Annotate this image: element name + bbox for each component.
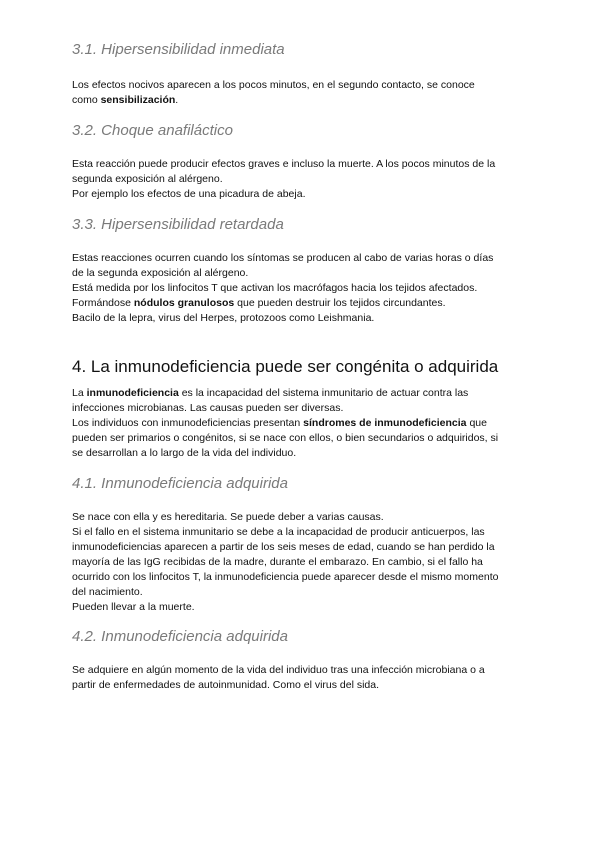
text-line: Por ejemplo los efectos de una picadura de abeja.	[72, 188, 306, 200]
paragraph-4	[72, 386, 542, 461]
text-line: Estas reacciones ocurren cuando los síntomas se producen al cabo de varias horas o días	[72, 252, 494, 264]
text-line: Se adquiere en algún momento de la vida del individuo tras una infección microbiana o a	[72, 664, 485, 676]
text-span: Los individuos con inmunodeficiencias presentan	[72, 417, 304, 429]
text-line: inmunodeficiencias aparecen a partir de los seis meses de edad, cuando se han perdido la	[72, 541, 495, 553]
text-line: Se nace con ella y es hereditaria. Se puede deber a varias causas.	[72, 511, 384, 523]
heading-4-1: 4.1. Inmunodeficiencia adquirida	[72, 475, 288, 492]
paragraph-3-1	[72, 78, 542, 108]
text-line	[72, 386, 542, 401]
heading-4-2: 4.2. Inmunodeficiencia adquirida	[72, 628, 288, 645]
text-span: como	[72, 94, 101, 106]
bold-term-sensibilizacion: sensibilización	[100, 94, 176, 106]
paragraph-4-2	[72, 663, 542, 693]
text-span: que	[466, 417, 487, 429]
text-line: pueden ser primarios o congénitos, si se nace con ellos, o bien secundarios o adquiridos, si	[72, 432, 499, 444]
heading-3-1: 3.1. Hipersensibilidad inmediata	[72, 41, 285, 58]
text-line: Bacilo de la lepra, virus del Herpes, protozoos como Leishmania.	[72, 312, 375, 324]
text-line	[72, 416, 542, 431]
text-span: Formándose	[72, 297, 134, 309]
heading-4: 4. La inmunodeficiencia puede ser congénita o adquirida	[72, 357, 499, 376]
text-line: ocurrido con los linfocitos T, la inmunodeficiencia puede aparecer desde el mismo momento	[72, 571, 499, 583]
paragraph-3-2	[72, 157, 542, 202]
text-line: Los efectos nocivos aparecen a los pocos minutos, en el segundo contacto, se conoce	[72, 79, 475, 91]
text-span: .	[175, 94, 179, 106]
text-span: La	[72, 387, 87, 399]
text-line: Si el fallo en el sistema inmunitario se debe a la incapacidad de producir anticuerpos, las	[72, 526, 485, 538]
text-span: que pueden destruir los tejidos circundantes.	[234, 297, 446, 309]
paragraph-4-1	[72, 510, 542, 615]
text-line: partir de enfermedades de autoinmunidad. Como el virus del sida.	[72, 679, 380, 691]
heading-3-3: 3.3. Hipersensibilidad retardada	[72, 216, 284, 233]
bold-term-inmunodeficiencia: inmunodeficiencia	[86, 387, 179, 399]
text-line: Esta reacción puede producir efectos graves e incluso la muerte. A los pocos minutos de la	[72, 158, 496, 170]
text-line: del nacimiento.	[72, 586, 143, 598]
text-line: Pueden llevar a la muerte.	[72, 601, 195, 613]
heading-3-2: 3.2. Choque anafiláctico	[72, 122, 233, 139]
text-line: mayoría de las IgG recibidas de la madre, durante el embarazo. En cambio, si el fallo ha	[72, 556, 483, 568]
text-line	[72, 93, 542, 108]
bold-term-nodulos: nódulos granulosos	[133, 297, 235, 309]
text-span: es la incapacidad del sistema inmunitario de actuar contra las	[178, 387, 469, 399]
text-line	[72, 296, 542, 311]
text-line: de la segunda exposición al alérgeno.	[72, 267, 249, 279]
bold-term-sindromes: síndromes de inmunodeficiencia	[303, 417, 467, 429]
paragraph-3-3	[72, 251, 542, 326]
text-line: infecciones microbianas. Las causas pueden ser diversas.	[72, 402, 344, 414]
text-line: se desarrollan a lo largo de la vida del individuo.	[72, 447, 297, 459]
text-line: segunda exposición al alérgeno.	[72, 173, 223, 185]
text-line: Está medida por los linfocitos T que activan los macrófagos hacia los tejidos afectados.	[72, 282, 478, 294]
